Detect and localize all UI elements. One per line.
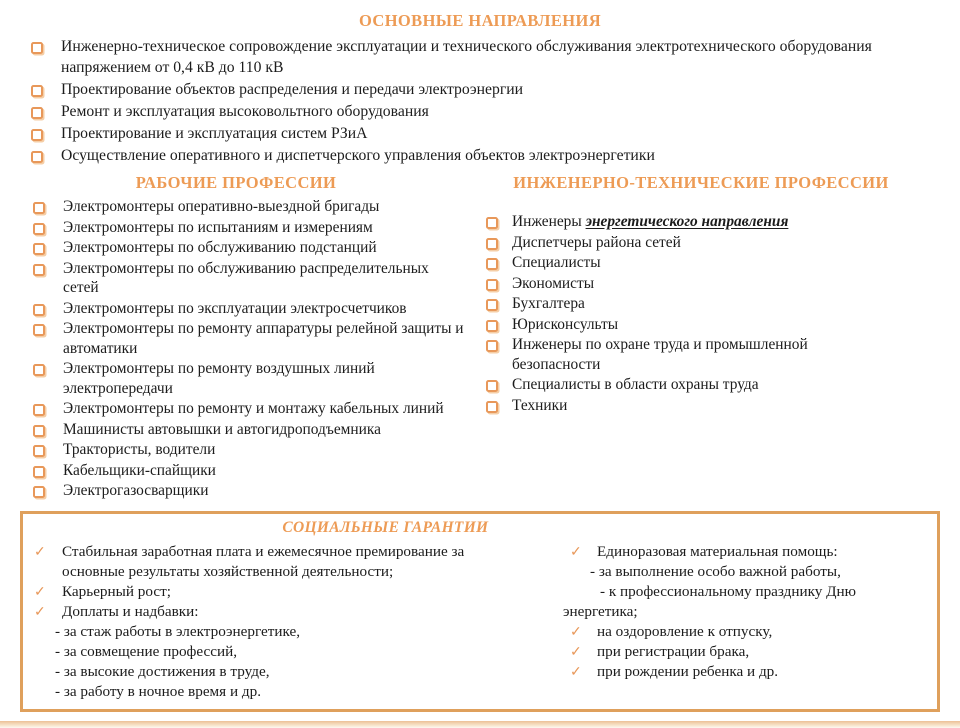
worker-item-text: Электромонтеры по ремонту воздушных линий электропередачи [63, 360, 375, 397]
check-icon: ✓ [570, 624, 582, 640]
checkbox-bullet-icon [486, 401, 498, 413]
worker-item [32, 461, 468, 481]
worker-item-text: Электрогазосварщики [63, 482, 209, 499]
checkbox-bullet-icon [486, 380, 498, 392]
direction-item [30, 37, 934, 78]
worker-item [32, 399, 468, 419]
engineering-item [485, 253, 860, 273]
checkbox-bullet-icon [33, 404, 45, 416]
worker-item [32, 238, 468, 258]
direction-item-text: Ремонт и эксплуатация высоковольтного оборудования [61, 102, 429, 120]
social-subitem: - за совмещение профессий, [55, 642, 238, 660]
worker-item-text: Электромонтеры по ремонту аппаратуры релейной защиты и автоматики [63, 320, 464, 357]
engineering-item [485, 294, 860, 314]
worker-item [32, 481, 468, 501]
check-icon: ✓ [34, 584, 46, 600]
checkbox-bullet-icon [33, 466, 45, 478]
main-directions-title: ОСНОВНЫЕ НАПРАВЛЕНИЯ [358, 11, 602, 30]
social-item-text: при регистрации брака, [597, 642, 750, 660]
engineering-item [485, 335, 860, 374]
social-item [23, 582, 505, 602]
engineering-item [485, 315, 860, 335]
social-item-text: при рождении ребенка и др. [597, 662, 779, 680]
social-guarantees-box [20, 511, 940, 712]
direction-item-text: Инженерно-техническое сопровождение эксплуатации и технического обслуживания электротехнического оборудования напряжением от 0,4 кВ до 110 кВ [61, 38, 872, 76]
worker-item [32, 197, 468, 217]
worker-professions-list [32, 197, 468, 501]
checkbox-bullet-icon [33, 304, 45, 316]
social-subitem: - за работу в ночное время и др. [55, 682, 261, 700]
check-icon: ✓ [34, 604, 46, 620]
checkbox-bullet-icon [31, 107, 43, 119]
direction-item-text: Проектирование объектов распределения и передачи электроэнергии [61, 80, 524, 98]
checkbox-bullet-icon [33, 202, 45, 214]
engineering-professions-column [472, 173, 960, 502]
worker-item-text: Электромонтеры по испытаниям и измерениям [63, 218, 373, 236]
worker-professions-title: РАБОЧИЕ ПРОФЕССИИ [135, 173, 337, 192]
checkbox-bullet-icon [33, 243, 45, 255]
social-subitem: - за высокие достижения в труде, [55, 662, 270, 680]
checkbox-bullet-icon [486, 279, 498, 291]
engineering-item-text: Техники [512, 396, 568, 414]
social-right-column [563, 542, 929, 702]
direction-item [30, 146, 934, 167]
worker-professions-column [0, 173, 472, 502]
worker-item [32, 440, 468, 460]
worker-item-text: Электромонтеры по обслуживанию подстанций [63, 239, 377, 256]
engineering-item-text: Специалисты [512, 254, 601, 271]
checkbox-bullet-icon [486, 258, 498, 270]
social-item [563, 662, 929, 682]
direction-item [30, 80, 934, 101]
worker-item-text: Кабельщики-спайщики [63, 461, 216, 479]
engineering-item-text: Инженеры [512, 213, 586, 230]
checkbox-bullet-icon [33, 425, 45, 437]
checkbox-bullet-icon [486, 320, 498, 332]
checkbox-bullet-icon [33, 486, 45, 498]
engineering-item-text: Специалисты в области охраны труда [512, 376, 759, 393]
check-icon: ✓ [570, 644, 582, 660]
social-item-text: Доплаты и надбавки: [62, 602, 199, 620]
engineering-item [485, 375, 860, 395]
worker-item-text: Электромонтеры по ремонту и монтажу кабельных линий [63, 400, 444, 417]
worker-item [32, 420, 468, 440]
check-icon: ✓ [570, 544, 582, 560]
engineering-item-text: Юрисконсульты [512, 315, 619, 333]
worker-item [32, 259, 468, 298]
checkbox-bullet-icon [33, 364, 45, 376]
engineering-item-text: Диспетчеры района сетей [512, 233, 681, 251]
worker-item [32, 319, 468, 358]
engineering-item [485, 396, 860, 416]
checkbox-bullet-icon [33, 324, 45, 336]
worker-item-text: Электромонтеры по обслуживанию распределительных сетей [63, 259, 429, 296]
social-item [563, 542, 929, 622]
worker-item [32, 359, 468, 398]
main-directions-list [30, 37, 934, 166]
check-icon: ✓ [570, 664, 582, 680]
social-item-text: Единоразовая материальная помощь: [597, 542, 838, 560]
worker-item-text: Электромонтеры по эксплуатации электросчетчиков [63, 299, 407, 317]
engineering-item-text: Инженеры по охране труда и промышленной безопасности [512, 336, 808, 373]
engineering-item [485, 274, 860, 294]
social-item [23, 602, 505, 702]
social-guarantees-columns [23, 542, 929, 702]
checkbox-bullet-icon [31, 151, 43, 163]
checkbox-bullet-icon [486, 299, 498, 311]
worker-item [32, 218, 468, 238]
worker-item-text: Электромонтеры оперативно-выездной бригады [63, 198, 380, 215]
engineering-item-emphasis: энергетического направления [585, 213, 789, 230]
social-left-column [23, 542, 563, 702]
engineering-item-text: Бухгалтера [512, 295, 585, 312]
social-item [563, 622, 929, 642]
social-item-text: Карьерный рост; [62, 582, 171, 600]
check-icon: ✓ [34, 544, 46, 560]
engineering-item [485, 233, 860, 253]
checkbox-bullet-icon [33, 264, 45, 276]
worker-item-text: Трактористы, водители [63, 441, 216, 458]
checkbox-bullet-icon [486, 238, 498, 250]
worker-item [32, 299, 468, 319]
checkbox-bullet-icon [31, 42, 43, 54]
direction-item [30, 102, 934, 123]
social-item [23, 542, 505, 582]
engineering-item-text: Экономисты [512, 274, 595, 292]
social-item [563, 642, 929, 662]
social-subitem: - за стаж работы в электроэнергетике, [55, 622, 301, 640]
social-item-text: на оздоровление к отпуску, [597, 622, 773, 640]
checkbox-bullet-icon [31, 85, 43, 97]
checkbox-bullet-icon [31, 129, 43, 141]
direction-item-text: Осуществление оперативного и диспетчерского управления объектов электроэнергетики [61, 146, 655, 164]
social-subitem: - к профессиональному празднику Дню [600, 582, 857, 600]
checkbox-bullet-icon [33, 445, 45, 457]
engineering-professions-list [485, 212, 860, 415]
social-guarantees-title: СОЦИАЛЬНЫЕ ГАРАНТИИ [282, 518, 489, 536]
checkbox-bullet-icon [486, 217, 498, 229]
professions-columns [0, 173, 960, 502]
checkbox-bullet-icon [486, 340, 498, 352]
social-subitem: - за выполнение особо важной работы, [590, 562, 841, 580]
worker-item-text: Машинисты автовышки и автогидроподъемника [63, 420, 381, 438]
page-bottom-strip [0, 721, 960, 728]
engineering-professions-title: ИНЖЕНЕРНО-ТЕХНИЧЕСКИЕ ПРОФЕССИИ [513, 173, 889, 192]
checkbox-bullet-icon [33, 223, 45, 235]
engineering-item [485, 212, 860, 232]
direction-item-text: Проектирование и эксплуатация систем РЗиА [61, 124, 368, 142]
direction-item [30, 124, 934, 145]
social-subitem-hanging: энергетика; [563, 602, 638, 620]
social-item-text: Стабильная заработная плата и ежемесячное премирование за основные результаты хозяйственной деятельности; [62, 542, 465, 580]
